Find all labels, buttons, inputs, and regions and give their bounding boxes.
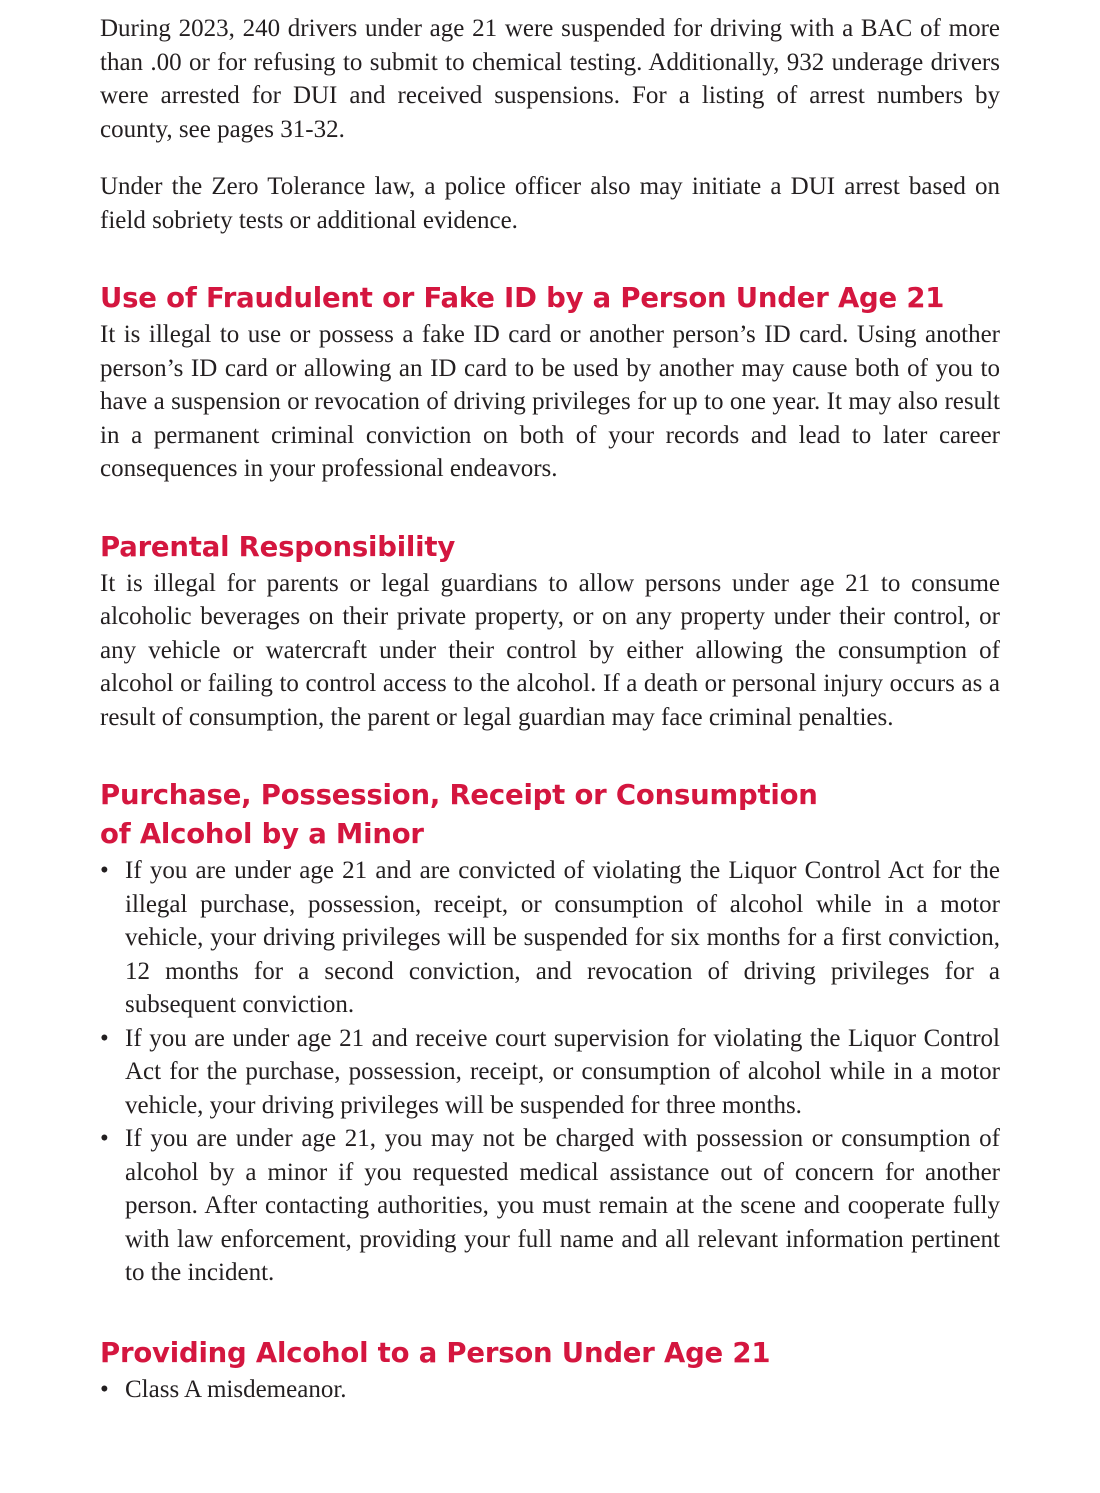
intro-paragraph-2: Under the Zero Tolerance law, a police officer also may initiate a DUI arrest based on field sobriety tests or additional evidence. xyxy=(100,173,1000,234)
bullet-icon: • xyxy=(100,857,109,884)
minor-alcohol-heading xyxy=(100,776,1000,854)
bullet-icon: • xyxy=(100,1375,109,1403)
fake-id-heading: Use of Fraudulent or Fake ID by a Person Under Age 21 xyxy=(100,282,945,314)
intro-paragraph-1: During 2023, 240 drivers under age 21 were suspended for driving with a BAC of more than .00 or for refusing to submit to chemical testing. Additionally, 932 underage drivers were arrested for DUI and received suspensions. For a listing of arrest numbers by county, see pages 31-32. xyxy=(100,15,1000,143)
list-item xyxy=(100,1022,1000,1123)
bullet-icon: • xyxy=(100,1024,109,1052)
document-page xyxy=(100,12,1000,1406)
list-item-text: If you are under age 21, you may not be charged with possession or consumption of alcohol by a minor if you requested medical assistance out of concern for another person. After contacting authorities, you must remain at the scene and cooperate fully with law enforcement, providing your full name and all relevant information pertinent to the incident. xyxy=(125,1125,1000,1286)
providing-alcohol-list xyxy=(100,1373,1000,1407)
list-item xyxy=(100,1122,1000,1290)
list-item xyxy=(100,854,1000,1022)
list-item-text: If you are under age 21 and are convicted of violating the Liquor Control Act for the illegal purchase, possession, receipt, or consumption of alcohol while in a motor vehicle, your driving privileges will be suspended for six months for a first conviction, 12 months for a second conviction, and revocation of driving privileges for a subsequent conviction. xyxy=(125,857,1000,1018)
bullet-icon: • xyxy=(100,1125,109,1152)
minor-alcohol-list xyxy=(100,854,1000,1290)
fake-id-paragraph: It is illegal to use or possess a fake ID card or another person’s ID card. Using another person’s ID card or allowing an ID card to be used by another may cause both of you to have a suspension or revocation of driving privileges for up to one year. It may also result in a permanent criminal conviction on both of your records and lead to later career consequences in your professional endeavors. xyxy=(100,321,1000,482)
list-item-text: If you are under age 21 and receive court supervision for violating the Liquor Control Act for the purchase, possession, receipt, or consumption of alcohol while in a motor vehicle, your driving privileges will be suspended for three months. xyxy=(125,1024,1000,1119)
parental-responsibility-heading: Parental Responsibility xyxy=(100,530,456,563)
list-item xyxy=(100,1373,1000,1407)
minor-alcohol-heading-line-2: of Alcohol by a Minor xyxy=(100,818,424,850)
parental-responsibility-paragraph: It is illegal for parents or legal guardians to allow persons under age 21 to consume alcoholic beverages on their private property, or on any property under their control, or any vehicle or watercraft under their control by either allowing the consumption of alcohol or failing to control access to the alcohol. If a death or personal injury occurs as a result of consumption, the parent or legal guardian may face criminal penalties. xyxy=(100,569,1000,731)
list-item-text: Class A misdemeanor. xyxy=(125,1375,347,1403)
providing-alcohol-heading: Providing Alcohol to a Person Under Age 21 xyxy=(100,1336,771,1369)
minor-alcohol-heading-line-1: Purchase, Possession, Receipt or Consumption xyxy=(100,779,818,811)
